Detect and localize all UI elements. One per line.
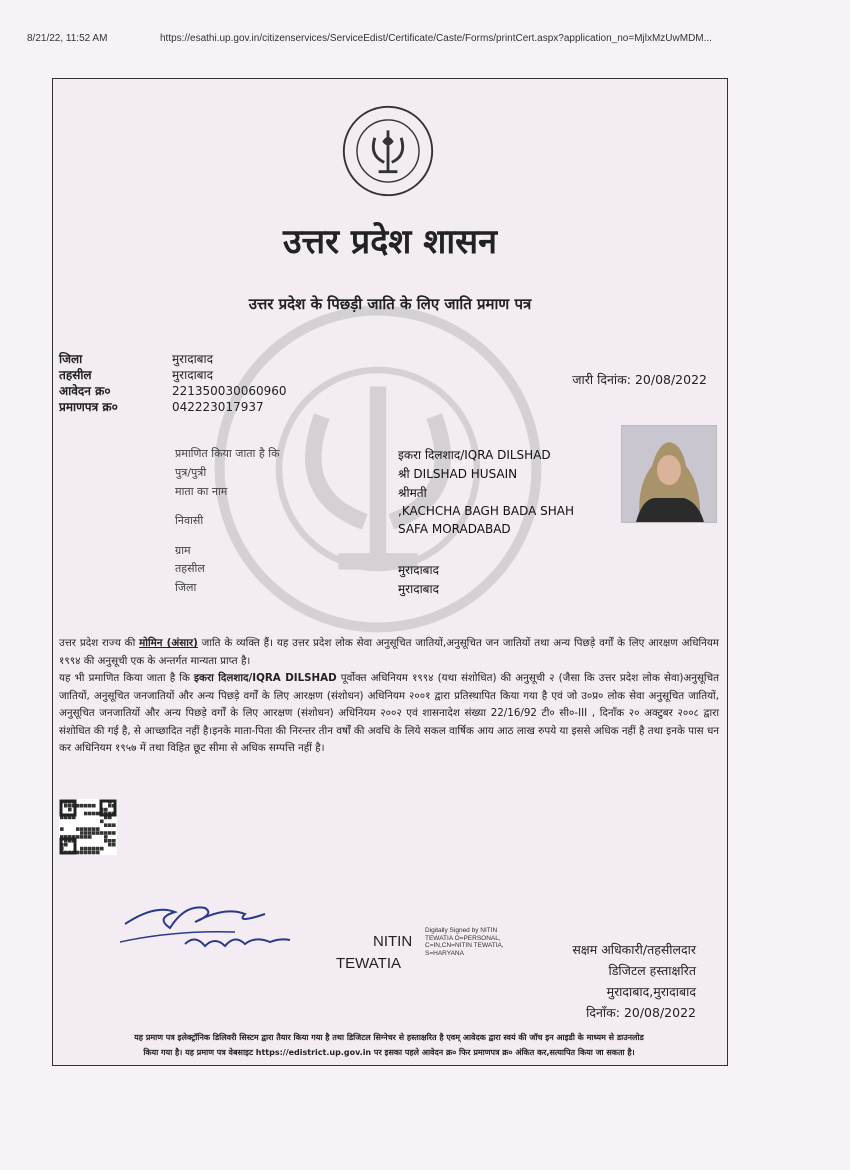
tehsil-label: तहसील [59, 368, 92, 382]
field-district-value: मुरादाबाद [398, 582, 440, 596]
print-timestamp: 8/21/22, 11:52 AM [27, 33, 108, 44]
signer-last-name: TEWATIA [336, 955, 401, 972]
page-title: उत्तर प्रदेश शासन [282, 222, 497, 262]
certified-label: प्रमाणित किया जाता है कि [175, 447, 280, 460]
body-paragraph-2 [59, 670, 719, 758]
son-daughter-label: पुत्र/पुत्री [175, 466, 207, 479]
body-text: पूर्वोक्त अधिनियम १९९४ (यथा संशोधित) की अनुसूची २ (जैसा कि उत्तर प्रदेश लोक सेवा)अनुसूचित जातियों, अनुसूचित जनजातियों और अन्य पिछड़े वर्गों के लिए आरक्षण (संशोधन) अधिनियम २००१ द्वारा प्रतिस्थापित किया गया है एवं जो उ०प्र० लोक सेवा अनुसूचित जातियों, अनुसूचित जनजातियों और अन्य पिछड़े वर्गों के लिए आरक्षण (संशोधन) अधिनियम २००२ एवं शासनादेश संख्या 22/16/92 टी० सी०-III , दिनाँक २० अक्टुबर २००८ द्वारा संशोधित की गई है, से आच्छादित नहीं है।इनके माता-पिता की निरन्तर तीन वर्षों की अवधि के लिये सकल वार्षिक आय आठ लाख रुपये या इससे अधिक नहीं है तथा इनके पास धन कर अधिनियम १९५७ में तथा विहित छूट सीमा से अधिक सम्पत्ति नहीं है। [59, 672, 719, 754]
certificate-meta [59, 351, 287, 415]
mother-label: माता का नाम [175, 485, 228, 498]
footer-line-1: यह प्रमाण पत्र इलेक्ट्रॉनिक डिलिवरी सिस्टम द्वारा तैयार किया गया है तथा डिजिटल सिग्नेचर से हस्ताक्षरित है एवम् आवेदक द्वारा स्वयं की जॉच इन आइडी के माध्यम से डाउनलोड [134, 1033, 644, 1042]
authority-title: सक्षम अधिकारी/तहसीलदार [572, 942, 696, 957]
applicant-name: इकरा दिलशाद/IQRA DILSHAD [398, 448, 551, 462]
certificate-label: प्रमाणपत्र क्र० [59, 400, 118, 414]
authority-date: दिनाँक: 20/08/2022 [586, 1005, 696, 1020]
digital-signature-details [425, 927, 504, 957]
dsig-line: S=HARYANA [425, 949, 464, 957]
issue-date: जारी दिनांक: 20/08/2022 [572, 372, 707, 387]
application-label: आवेदन क्र० [59, 384, 111, 398]
mother-name: श्रीमती [398, 486, 427, 500]
dsig-line: C=IN,CN=NITIN TEWATIA, [425, 942, 504, 949]
district-value: मुरादाबाद [172, 352, 214, 366]
up-emblem-icon [341, 104, 435, 198]
qr-code-icon [59, 799, 117, 855]
handwritten-signature-icon [115, 884, 295, 964]
footer-line-2: किया गया है। यह प्रमाण पत्र वेबसाइट https://edistrict.up.gov.in पर इसका पहले आवेदन क्र० फिर प्रमाणपत्र क्र० अंकित कर,सत्यापित किया जा सकता है। [143, 1048, 635, 1057]
village-label: ग्राम [175, 544, 191, 557]
dsig-line: Digitally Signed by NITIN [425, 927, 498, 934]
print-url: https://esathi.up.gov.in/citizenservices/ServiceEdist/Certificate/Caste/Forms/printCert.aspx?application_no=MjlxMzUwMDM... [160, 33, 712, 44]
authority-location: मुरादाबाद,मुरादाबाद [606, 984, 696, 999]
certificate-subtitle: उत्तर प्रदेश के पिछड़ी जाति के लिए जाति प्रमाण पत्र [248, 295, 532, 313]
body-applicant-name: इकरा दिलशाद/IQRA DILSHAD [193, 672, 337, 684]
father-name: श्री DILSHAD HUSAIN [398, 467, 518, 481]
tehsil-value: मुरादाबाद [172, 368, 214, 382]
body-text: यह भी प्रमाणित किया जाता है कि [59, 672, 194, 684]
body-paragraph-1 [59, 635, 719, 670]
resident-label: निवासी [175, 514, 204, 527]
body-text: जाति के व्यक्ति हैं। यह उत्तर प्रदेश लोक सेवा अनुसूचित जातियों,अनुसूचित जन जातियों तथा अन्य पिछड़े वर्गों के लिए आरक्षण अधिनियम १९९४ की अनुसूची एक के अन्तर्गत मान्यता प्राप्त है। [59, 637, 719, 667]
person-icon [622, 426, 716, 522]
district-label: जिला [59, 352, 83, 366]
body-text: उत्तर प्रदेश राज्य की [59, 637, 140, 649]
signing-authority [541, 939, 696, 1023]
applicant-photo [621, 425, 717, 523]
caste-name: मोमिन (अंसार) [139, 637, 198, 649]
certificate-number: 042223017937 [172, 400, 264, 414]
field-district-label: जिला [175, 581, 197, 594]
certificate-body [59, 635, 719, 758]
authority-digital: डिजिटल हस्ताक्षरित [608, 963, 696, 978]
address-line-2: SAFA MORADABAD [398, 522, 511, 536]
application-number: 221350030060960 [172, 384, 287, 398]
address-line-1: ,KACHCHA BAGH BADA SHAH [398, 504, 575, 518]
certificate-sheet [52, 78, 728, 1066]
footer-note [59, 1030, 719, 1060]
field-tehsil-value: मुरादाबाद [398, 563, 440, 577]
digital-signer-name [336, 931, 412, 975]
field-tehsil-label: तहसील [175, 562, 205, 575]
dsig-line: TEWATIA O=PERSONAL, [425, 934, 501, 942]
signer-first-name: NITIN [373, 933, 413, 950]
